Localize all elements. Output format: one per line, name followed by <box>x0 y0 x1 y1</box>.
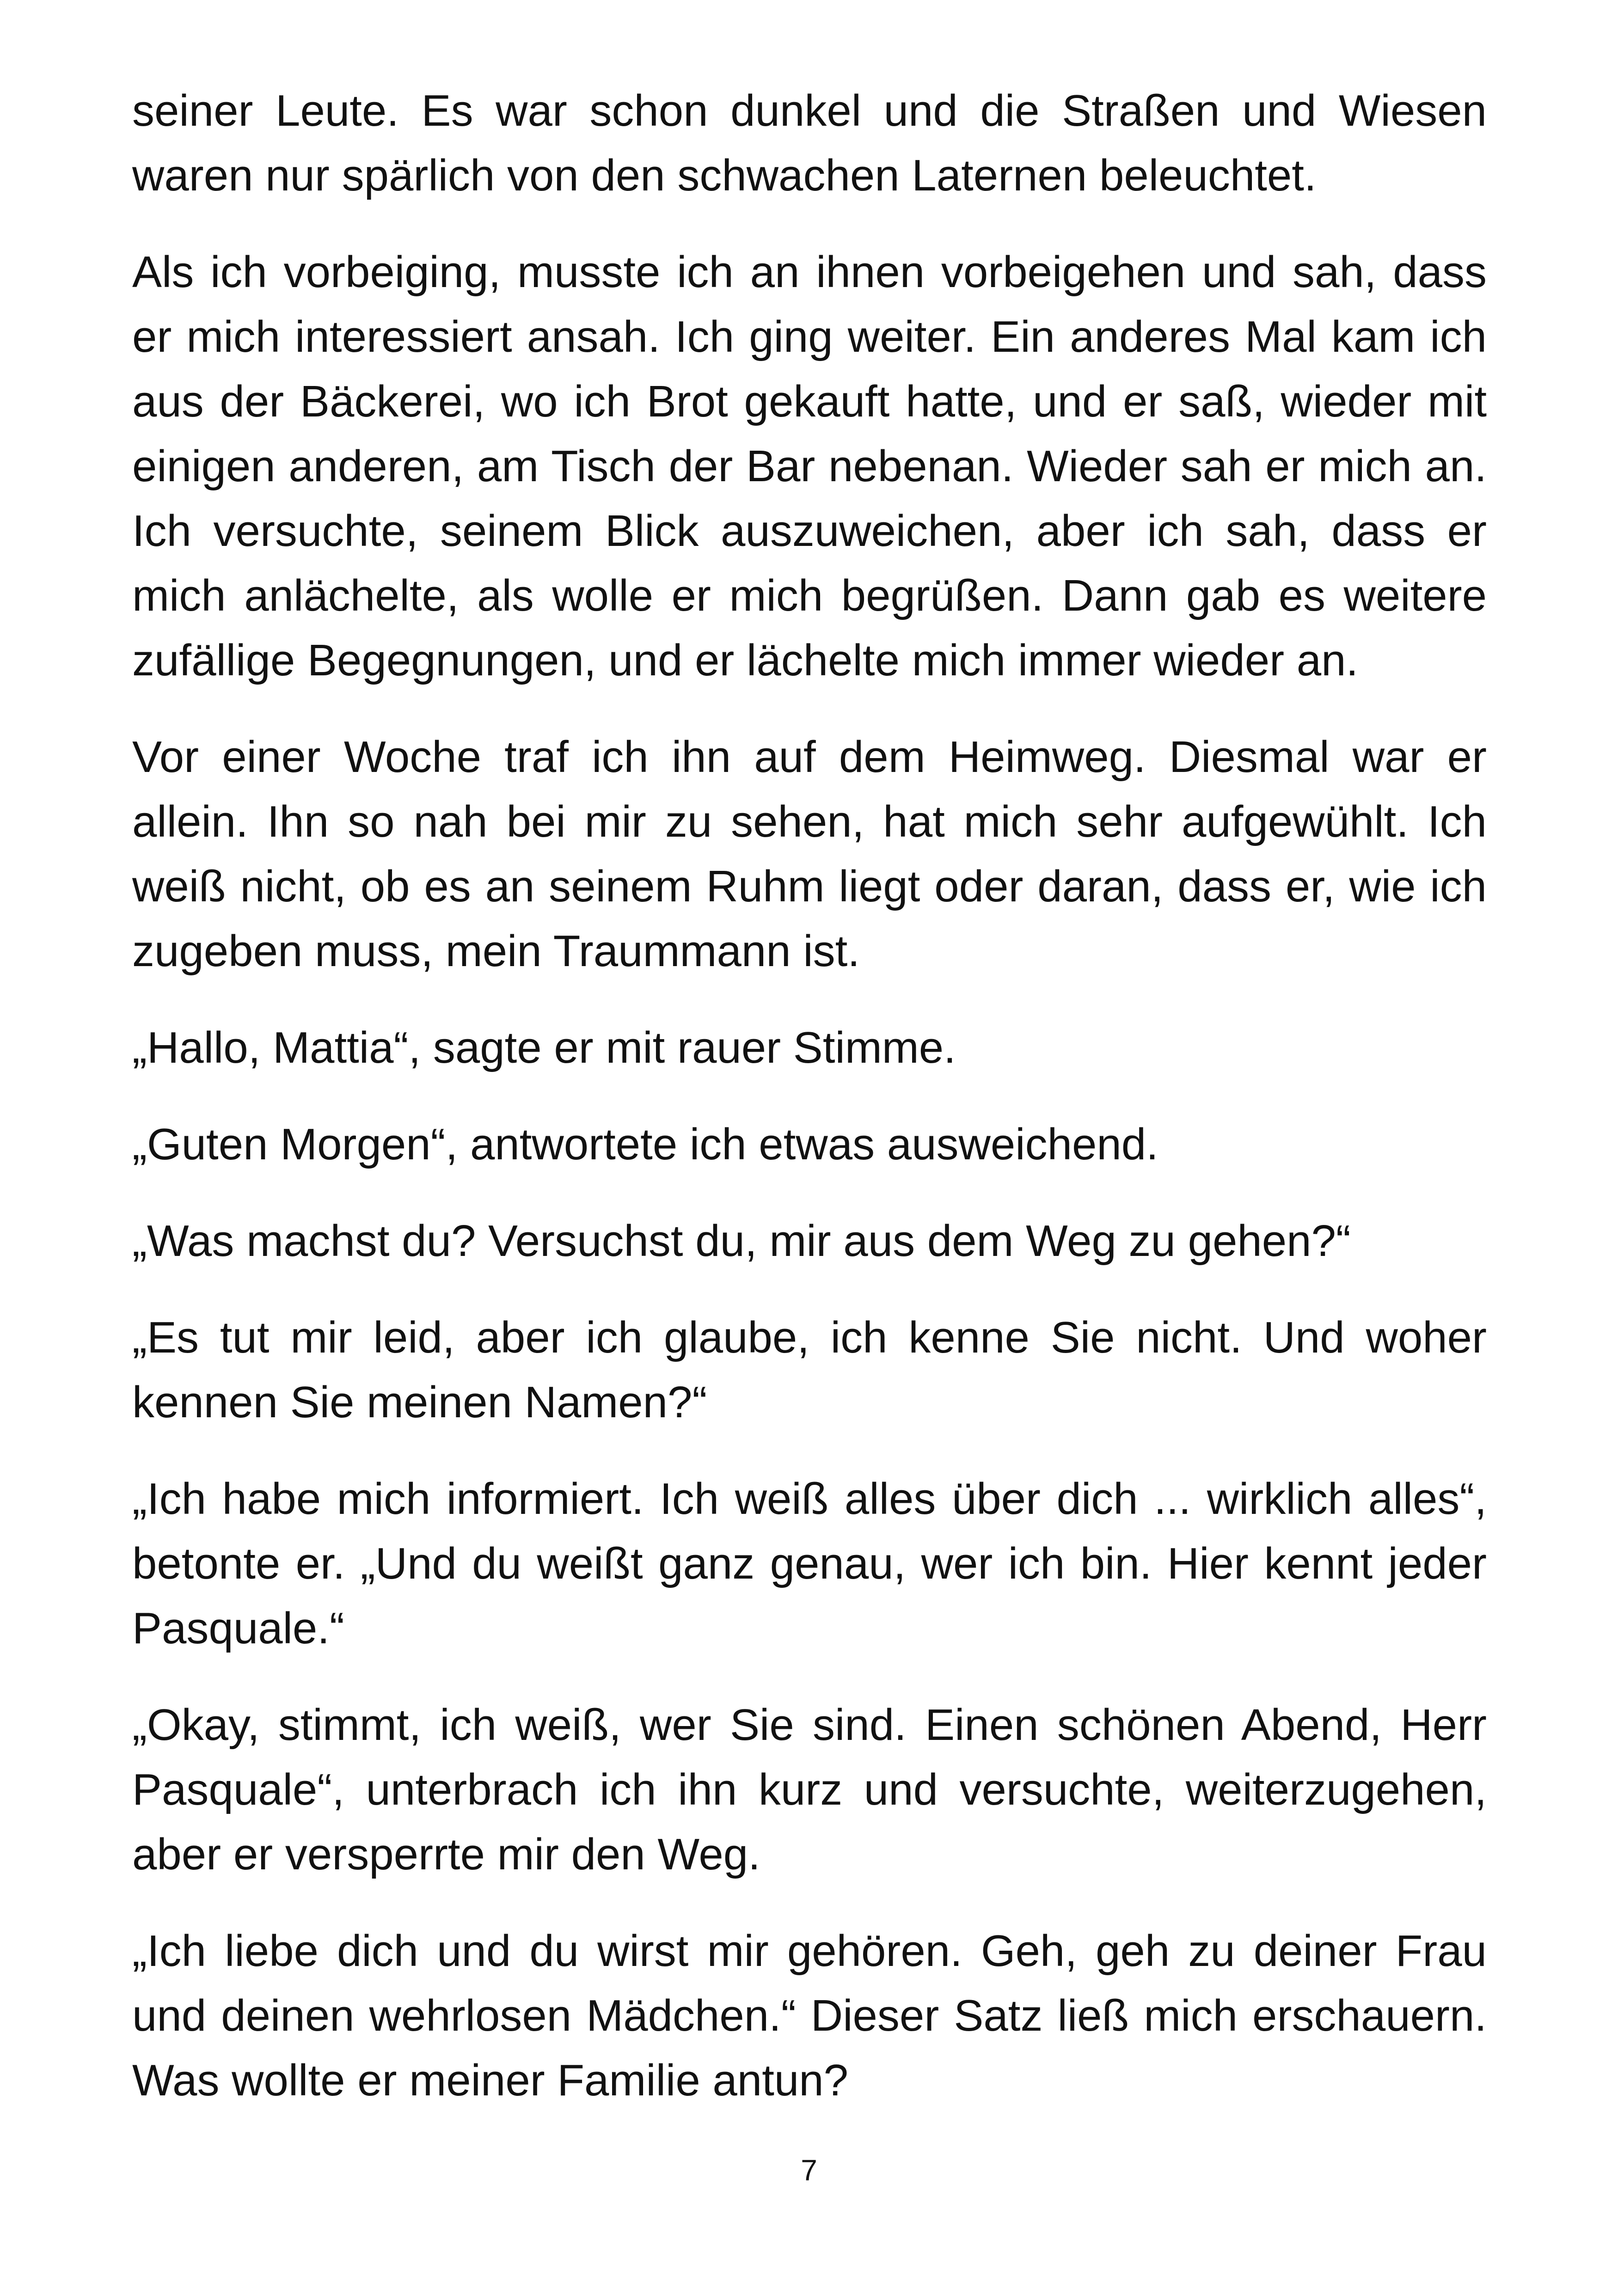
dialogue-paragraph: „Ich liebe dich und du wirst mir gehören. Geh, geh zu deiner Frau und deinen wehrlosen Mädchen.“ Dieser Satz ließ mich erschauern. Was wollte er meiner Familie antun? <box>132 1926 1487 2105</box>
dialogue-paragraph: „Was machst du? Versuchst du, mir aus dem Weg zu gehen?“ <box>132 1216 1351 1266</box>
paragraph: Vor einer Woche traf ich ihn auf dem Heimweg. Diesmal war er allein. Ihn so nah bei mir zu sehen, hat mich sehr aufgewühlt. Ich weiß nicht, ob es an seinem Ruhm liegt oder daran, dass er, wie ich zugeben muss, mein Traummann ist. <box>132 732 1487 976</box>
paragraph: Als ich vorbeiging, musste ich an ihnen vorbeigehen und sah, dass er mich interessiert ansah. Ich ging weiter. Ein anderes Mal kam ich aus der Bäckerei, wo ich Brot gekauft hatte, und er saß, wieder mit einigen anderen, am Tisch der Bar nebenan. Wieder sah er mich an. Ich versuchte, seinem Blick auszuweichen, aber ich sah, dass er mich anlächelte, als wolle er mich begrüßen. Dann gab es weitere zufällige Begegnungen, und er lächelte mich immer wieder an. <box>132 247 1487 685</box>
dialogue-paragraph: „Okay, stimmt, ich weiß, wer Sie sind. Einen schönen Abend, Herr Pasquale“, unterbrach ich ihn kurz und versuchte, weiterzugehen, aber er versperrte mir den Weg. <box>132 1700 1487 1879</box>
dialogue-paragraph: „Es tut mir leid, aber ich glaube, ich kenne Sie nicht. Und woher kennen Sie meinen Namen?“ <box>132 1313 1487 1427</box>
dialogue-paragraph: „Guten Morgen“, antwortete ich etwas ausweichend. <box>132 1120 1158 1169</box>
page-body <box>132 79 1487 2145</box>
dialogue-paragraph: „Ich habe mich informiert. Ich weiß alles über dich ... wirklich alles“, betonte er. „Und du weißt ganz genau, wer ich bin. Hier kennt jeder Pasquale.“ <box>132 1474 1487 1653</box>
paragraph: seiner Leute. Es war schon dunkel und die Straßen und Wiesen waren nur spärlich von den schwachen Laternen beleuchtet. <box>132 86 1487 200</box>
page-number: 7 <box>801 2154 817 2187</box>
dialogue-paragraph: „Hallo, Mattia“, sagte er mit rauer Stimme. <box>132 1023 956 1072</box>
